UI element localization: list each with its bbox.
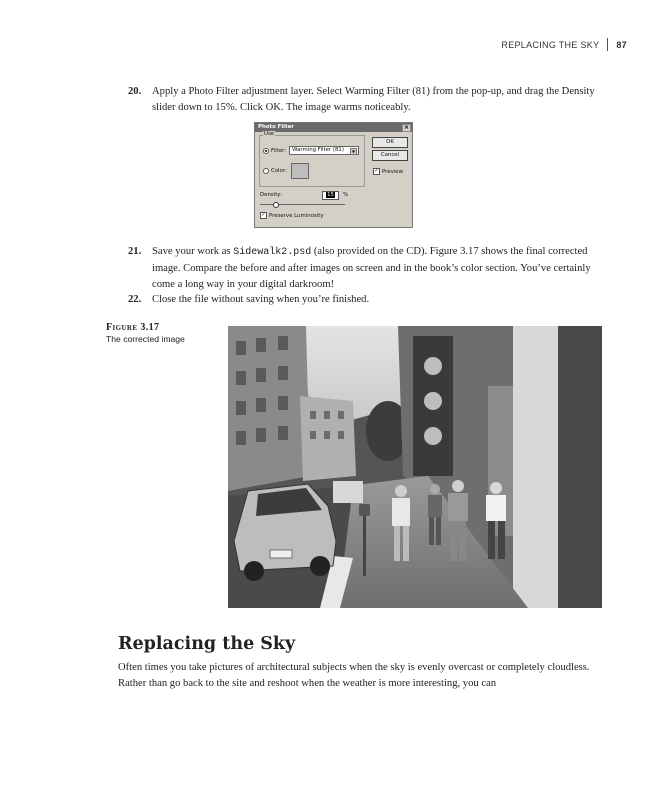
color-row	[263, 163, 309, 179]
filter-label: Filter:	[271, 147, 287, 154]
photo-filter-dialog	[254, 122, 413, 228]
figure-photo	[228, 326, 602, 608]
density-slider[interactable]	[260, 204, 345, 205]
chevron-down-icon: ▼	[352, 149, 356, 154]
running-head	[501, 38, 627, 51]
step-20	[128, 84, 608, 116]
step-text	[152, 244, 608, 293]
checkbox-check-icon: ✓	[374, 168, 379, 174]
running-head-title: REPLACING THE SKY	[501, 39, 600, 50]
use-label: Use	[264, 131, 275, 137]
use-group	[259, 131, 365, 187]
filter-row	[263, 146, 359, 155]
filter-select-value: Warming Filter (81)	[292, 147, 344, 153]
density-unit: %	[343, 192, 349, 198]
preview-checkbox[interactable]	[373, 168, 403, 175]
preserve-luminosity-checkbox[interactable]	[260, 212, 324, 219]
step-22	[128, 292, 608, 308]
step-number: 20.	[128, 86, 142, 97]
density-value: 15	[327, 192, 334, 198]
color-label: Color:	[271, 168, 287, 174]
step-21	[128, 244, 608, 293]
step-number: 22.	[128, 294, 142, 305]
step-text: Close the file without saving when you’re finished.	[152, 294, 370, 305]
slider-knob[interactable]	[273, 202, 279, 208]
color-swatch[interactable]	[291, 163, 309, 179]
step-text: Apply a Photo Filter adjustment layer. Select Warming Filter (81) from the pop-up, and drag the Density slider down to 15%. Click OK. The image warms noticeably.	[152, 86, 595, 113]
step-number: 21.	[128, 246, 142, 257]
figure-caption: The corrected image	[106, 334, 185, 344]
running-head-divider	[607, 38, 608, 51]
figure-label: Figure 3.17	[106, 322, 160, 333]
step-text-post: (also provided on the CD). Figure 3.17 shows the final corrected image. Compare the before and after images on screen and in the book’s color section. You’ve certainly come a long way in your digital darkroom!	[152, 246, 591, 290]
cancel-button[interactable]: Cancel	[372, 150, 408, 161]
ok-button[interactable]: OK	[372, 137, 408, 148]
density-label: Density:	[260, 192, 282, 198]
dialog-titlebar	[255, 123, 412, 132]
section-paragraph: Often times you take pictures of architectural subjects when the sky is evenly overcast or completely cloudless. Rather than go back to the site and reshoot when the weather is more interesting, you can	[118, 662, 590, 689]
checkbox-check-icon: ✓	[261, 212, 266, 218]
color-radio[interactable]	[263, 168, 269, 174]
dialog-title: Photo Filter	[258, 124, 294, 130]
luminosity-label: Preserve Luminosity	[269, 213, 324, 219]
street-scene-image	[228, 326, 602, 608]
step-text-pre: Save your work as	[152, 246, 234, 257]
page-number: 87	[616, 39, 627, 50]
filter-radio[interactable]	[263, 148, 269, 154]
close-icon[interactable]: ×	[403, 124, 410, 131]
filename: Sidewalk2.psd	[233, 247, 312, 258]
preview-label: Preview	[382, 169, 403, 175]
section-heading: Replacing the Sky	[118, 634, 296, 654]
filter-select[interactable]	[289, 146, 359, 155]
density-input[interactable]	[322, 191, 339, 200]
